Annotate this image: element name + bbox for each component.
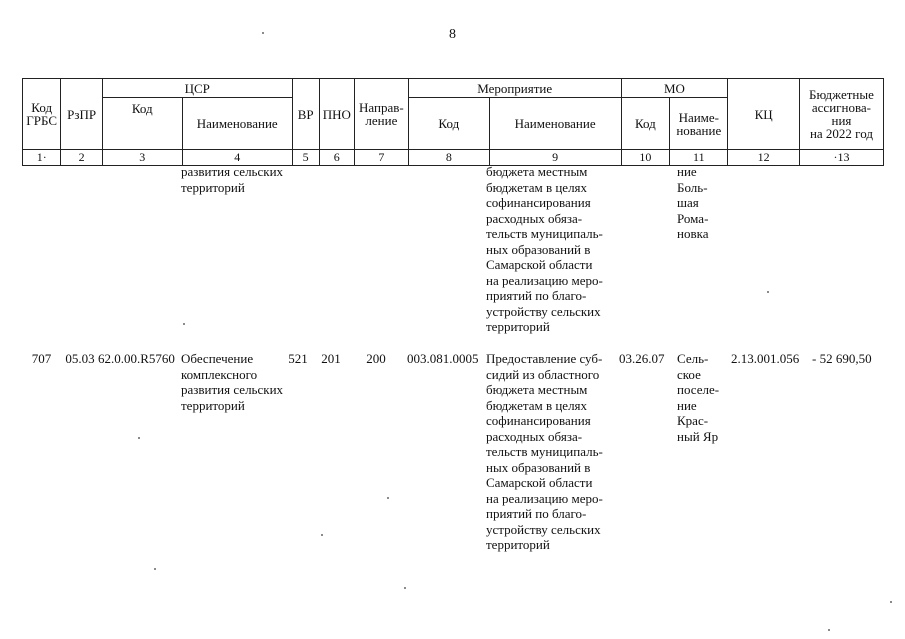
col-number: 7: [354, 150, 408, 166]
header-csr: ЦСР: [102, 79, 292, 98]
row-mo-kod: 03.26.07: [619, 351, 665, 366]
header-pno: ПНО: [319, 79, 354, 150]
scan-speck: [404, 587, 406, 589]
col-number: 10: [621, 150, 670, 166]
row-kod-grbs: 707: [31, 351, 52, 366]
col-number: 1·: [23, 150, 61, 166]
row-napravlenie: 200: [366, 351, 386, 366]
scan-speck: [387, 497, 389, 499]
row-pno: 201: [321, 351, 341, 366]
col-number: 3: [102, 150, 182, 166]
scan-speck: [138, 437, 140, 439]
col-number: 8: [408, 150, 489, 166]
table-header: [22, 78, 884, 166]
header-vr: ВР: [292, 79, 319, 150]
row-vr: 521: [288, 351, 308, 366]
header-napravlenie: Направ- ление: [354, 79, 408, 150]
cont-meropriyatie-naimenovanie: бюджета местным бюджетам в целях софинансирования расходных обяза- тельств муниципаль- ных образований в Самарской области на реализацию меро- приятий по благо- устройству сельских территорий: [486, 164, 603, 334]
header-csr-kod: Код: [102, 98, 182, 150]
header-meropriyatie-naimenovanie: Наименование: [489, 98, 621, 150]
col-number: 5: [292, 150, 319, 166]
row-meropriyatie-naimenovanie: Предоставление суб- сидий из областного бюджета местным бюджетам в целях софинансирования расходных обяза- тельств муниципаль- ных образований в Самарской области на реализацию меро- приятий по благо- устройству сельских территорий: [486, 351, 603, 552]
col-number: 4: [182, 150, 292, 166]
row-csr-kod: 62.0.00.R5760: [98, 351, 175, 366]
header-mo-kod: Код: [621, 98, 670, 150]
header-kc: КЦ: [728, 79, 800, 150]
col-number: ·13: [799, 150, 883, 166]
col-number: 11: [670, 150, 728, 166]
row-meropriyatie-kod: 003.081.0005: [407, 351, 479, 366]
col-number: 6: [319, 150, 354, 166]
scan-speck: [321, 534, 323, 536]
row-mo-naimenovanie: Сель- ское поселе- ние Крас- ный Яр: [677, 351, 720, 444]
header-budget: Бюджетные ассигнова- ния на 2022 год: [799, 79, 883, 150]
header-csr-naimenovanie: Наименование: [182, 98, 292, 150]
scan-speck: [183, 323, 185, 325]
header-kod-grbs: Код ГРБС: [23, 79, 61, 150]
col-number: 9: [489, 150, 621, 166]
row-csr-naimenovanie: Обеспечение комплексного развития сельских территорий: [181, 351, 284, 413]
scan-speck: [828, 629, 830, 631]
row-kc: 2.13.001.056: [731, 351, 800, 366]
header-meropriyatie-kod: Код: [408, 98, 489, 150]
scan-speck: [154, 568, 156, 570]
page-number: 8: [449, 27, 456, 42]
header-meropriyatie: Мероприятие: [408, 79, 621, 98]
row-rzpr: 05.03: [65, 351, 95, 366]
scan-speck: [890, 601, 892, 603]
col-number: 12: [728, 150, 800, 166]
header-mo-naimenovanie: Наиме- нование: [670, 98, 728, 150]
cont-csr-naimenovanie: развития сельских территорий: [181, 164, 284, 195]
col-number: 2: [61, 150, 102, 166]
cont-mo-naimenovanie: ние Боль- шая Рома- новка: [677, 164, 709, 241]
row-amount: - 52 690,50: [812, 351, 872, 366]
scan-speck: [767, 291, 769, 293]
header-mo: МО: [621, 79, 728, 98]
header-rzpr: РзПР: [61, 79, 102, 150]
scan-speck: [262, 32, 264, 34]
